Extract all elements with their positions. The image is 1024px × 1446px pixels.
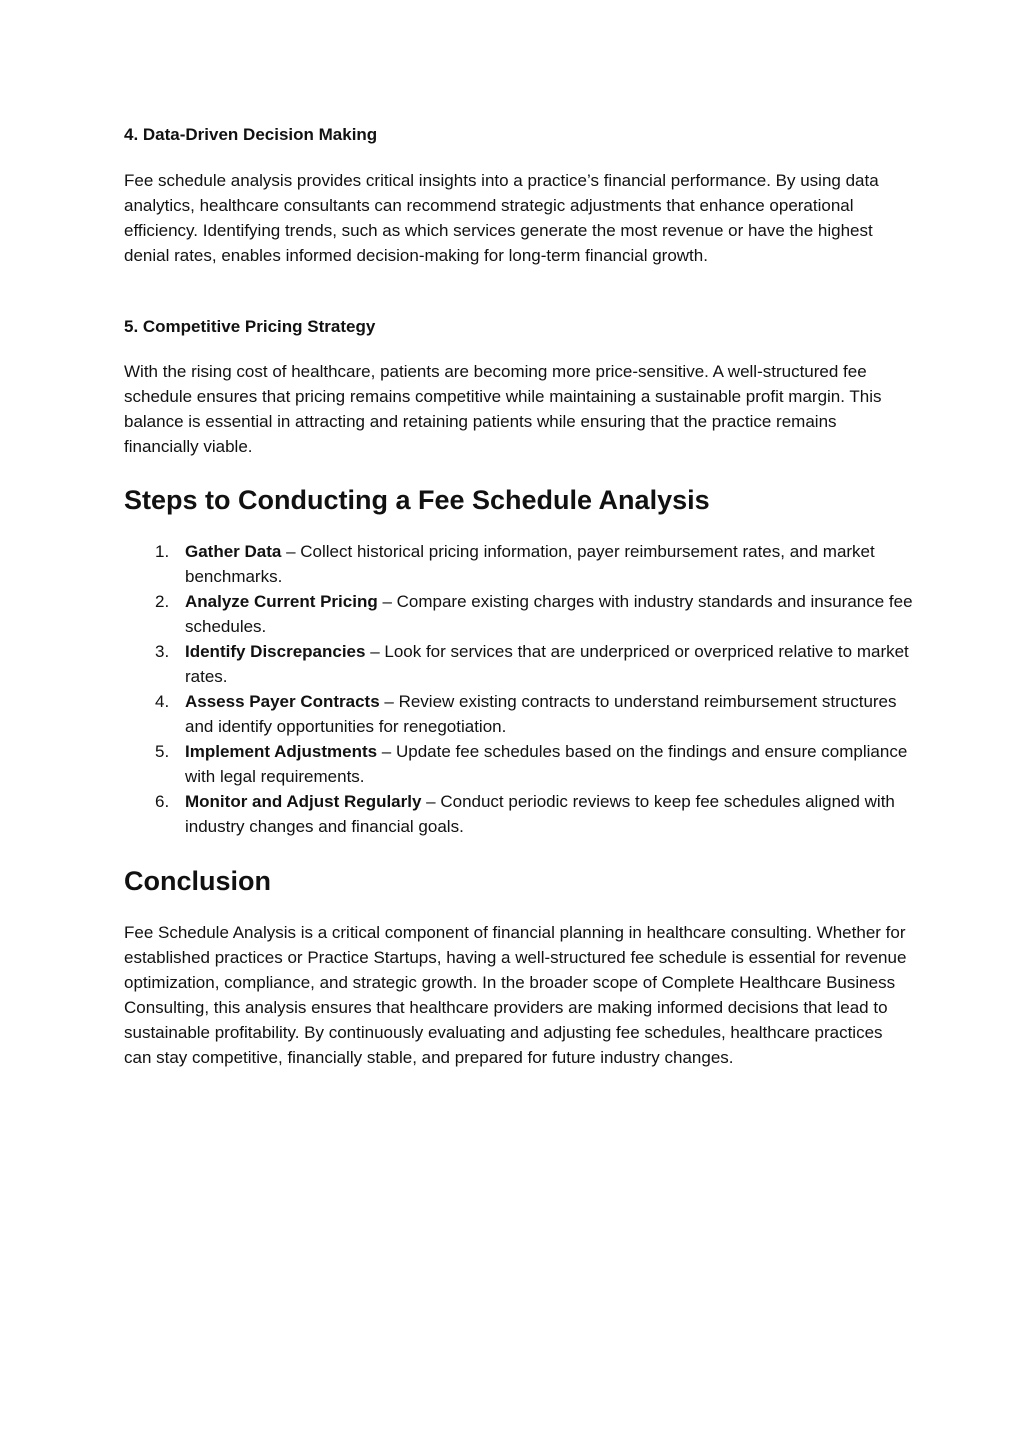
step-number: 4. — [155, 692, 170, 711]
step-title: Analyze Current Pricing — [185, 592, 378, 611]
step-number: 5. — [155, 742, 170, 761]
conclusion-body: Fee Schedule Analysis is a critical component of financial planning in healthcare consulting. Whether for established practices or Practice Startups, having a well-structured fee schedule is essential for revenue optimization, compliance, and strategic growth. In the broader scope of Complete Healthcare Business Consulting, this analysis ensures that healthcare providers are making informed decisions that lead to sustainable profitability. By continuously evaluating and adjusting fee schedules, healthcare practices can stay competitive, financially stable, and prepared for future industry changes. — [124, 923, 907, 1067]
step-number: 3. — [155, 642, 170, 661]
step-text: – Conduct periodic reviews to keep fee schedules aligned with industry changes and financial goals. — [185, 792, 895, 836]
steps-list — [124, 539, 914, 839]
step-text: – Compare existing charges with industry standards and insurance fee schedules. — [185, 592, 913, 636]
list-item — [124, 789, 914, 839]
list-item — [124, 639, 914, 689]
list-item — [124, 539, 914, 589]
list-item — [124, 739, 914, 789]
list-item — [124, 689, 914, 739]
step-text: – Update fee schedules based on the findings and ensure compliance with legal requirements. — [185, 742, 908, 786]
step-number: 6. — [155, 792, 170, 811]
step-title: Gather Data — [185, 542, 282, 561]
steps-heading: Steps to Conducting a Fee Schedule Analysis — [124, 485, 710, 515]
section-5-heading: 5. Competitive Pricing Strategy — [124, 317, 376, 336]
conclusion-heading: Conclusion — [124, 866, 271, 896]
section-4-heading: 4. Data-Driven Decision Making — [124, 125, 378, 144]
list-item — [124, 589, 914, 639]
step-text: – Collect historical pricing information, payer reimbursement rates, and market benchmarks. — [185, 542, 875, 586]
section-5-body: With the rising cost of healthcare, patients are becoming more price-sensitive. A well-structured fee schedule ensures that pricing remains competitive while maintaining a sustainable profit margin. This balance is essential in attracting and retaining patients while ensuring that the practice remains financially viable. — [124, 362, 882, 456]
step-title: Assess Payer Contracts — [185, 692, 380, 711]
step-number: 2. — [155, 592, 170, 611]
step-text: – Look for services that are underpriced or overpriced relative to market rates. — [185, 642, 909, 686]
step-number: 1. — [155, 542, 170, 561]
step-title: Implement Adjustments — [185, 742, 378, 761]
section-4-body: Fee schedule analysis provides critical insights into a practice’s financial performance. By using data analytics, healthcare consultants can recommend strategic adjustments that enhance operational efficiency. Identifying trends, such as which services generate the most revenue or have the highest denial rates, enables informed decision-making for long-term financial growth. — [124, 171, 879, 265]
step-title: Identify Discrepancies — [185, 642, 366, 661]
step-text: – Review existing contracts to understand reimbursement structures and identify opportunities for renegotiation. — [185, 692, 897, 736]
step-title: Monitor and Adjust Regularly — [185, 792, 422, 811]
